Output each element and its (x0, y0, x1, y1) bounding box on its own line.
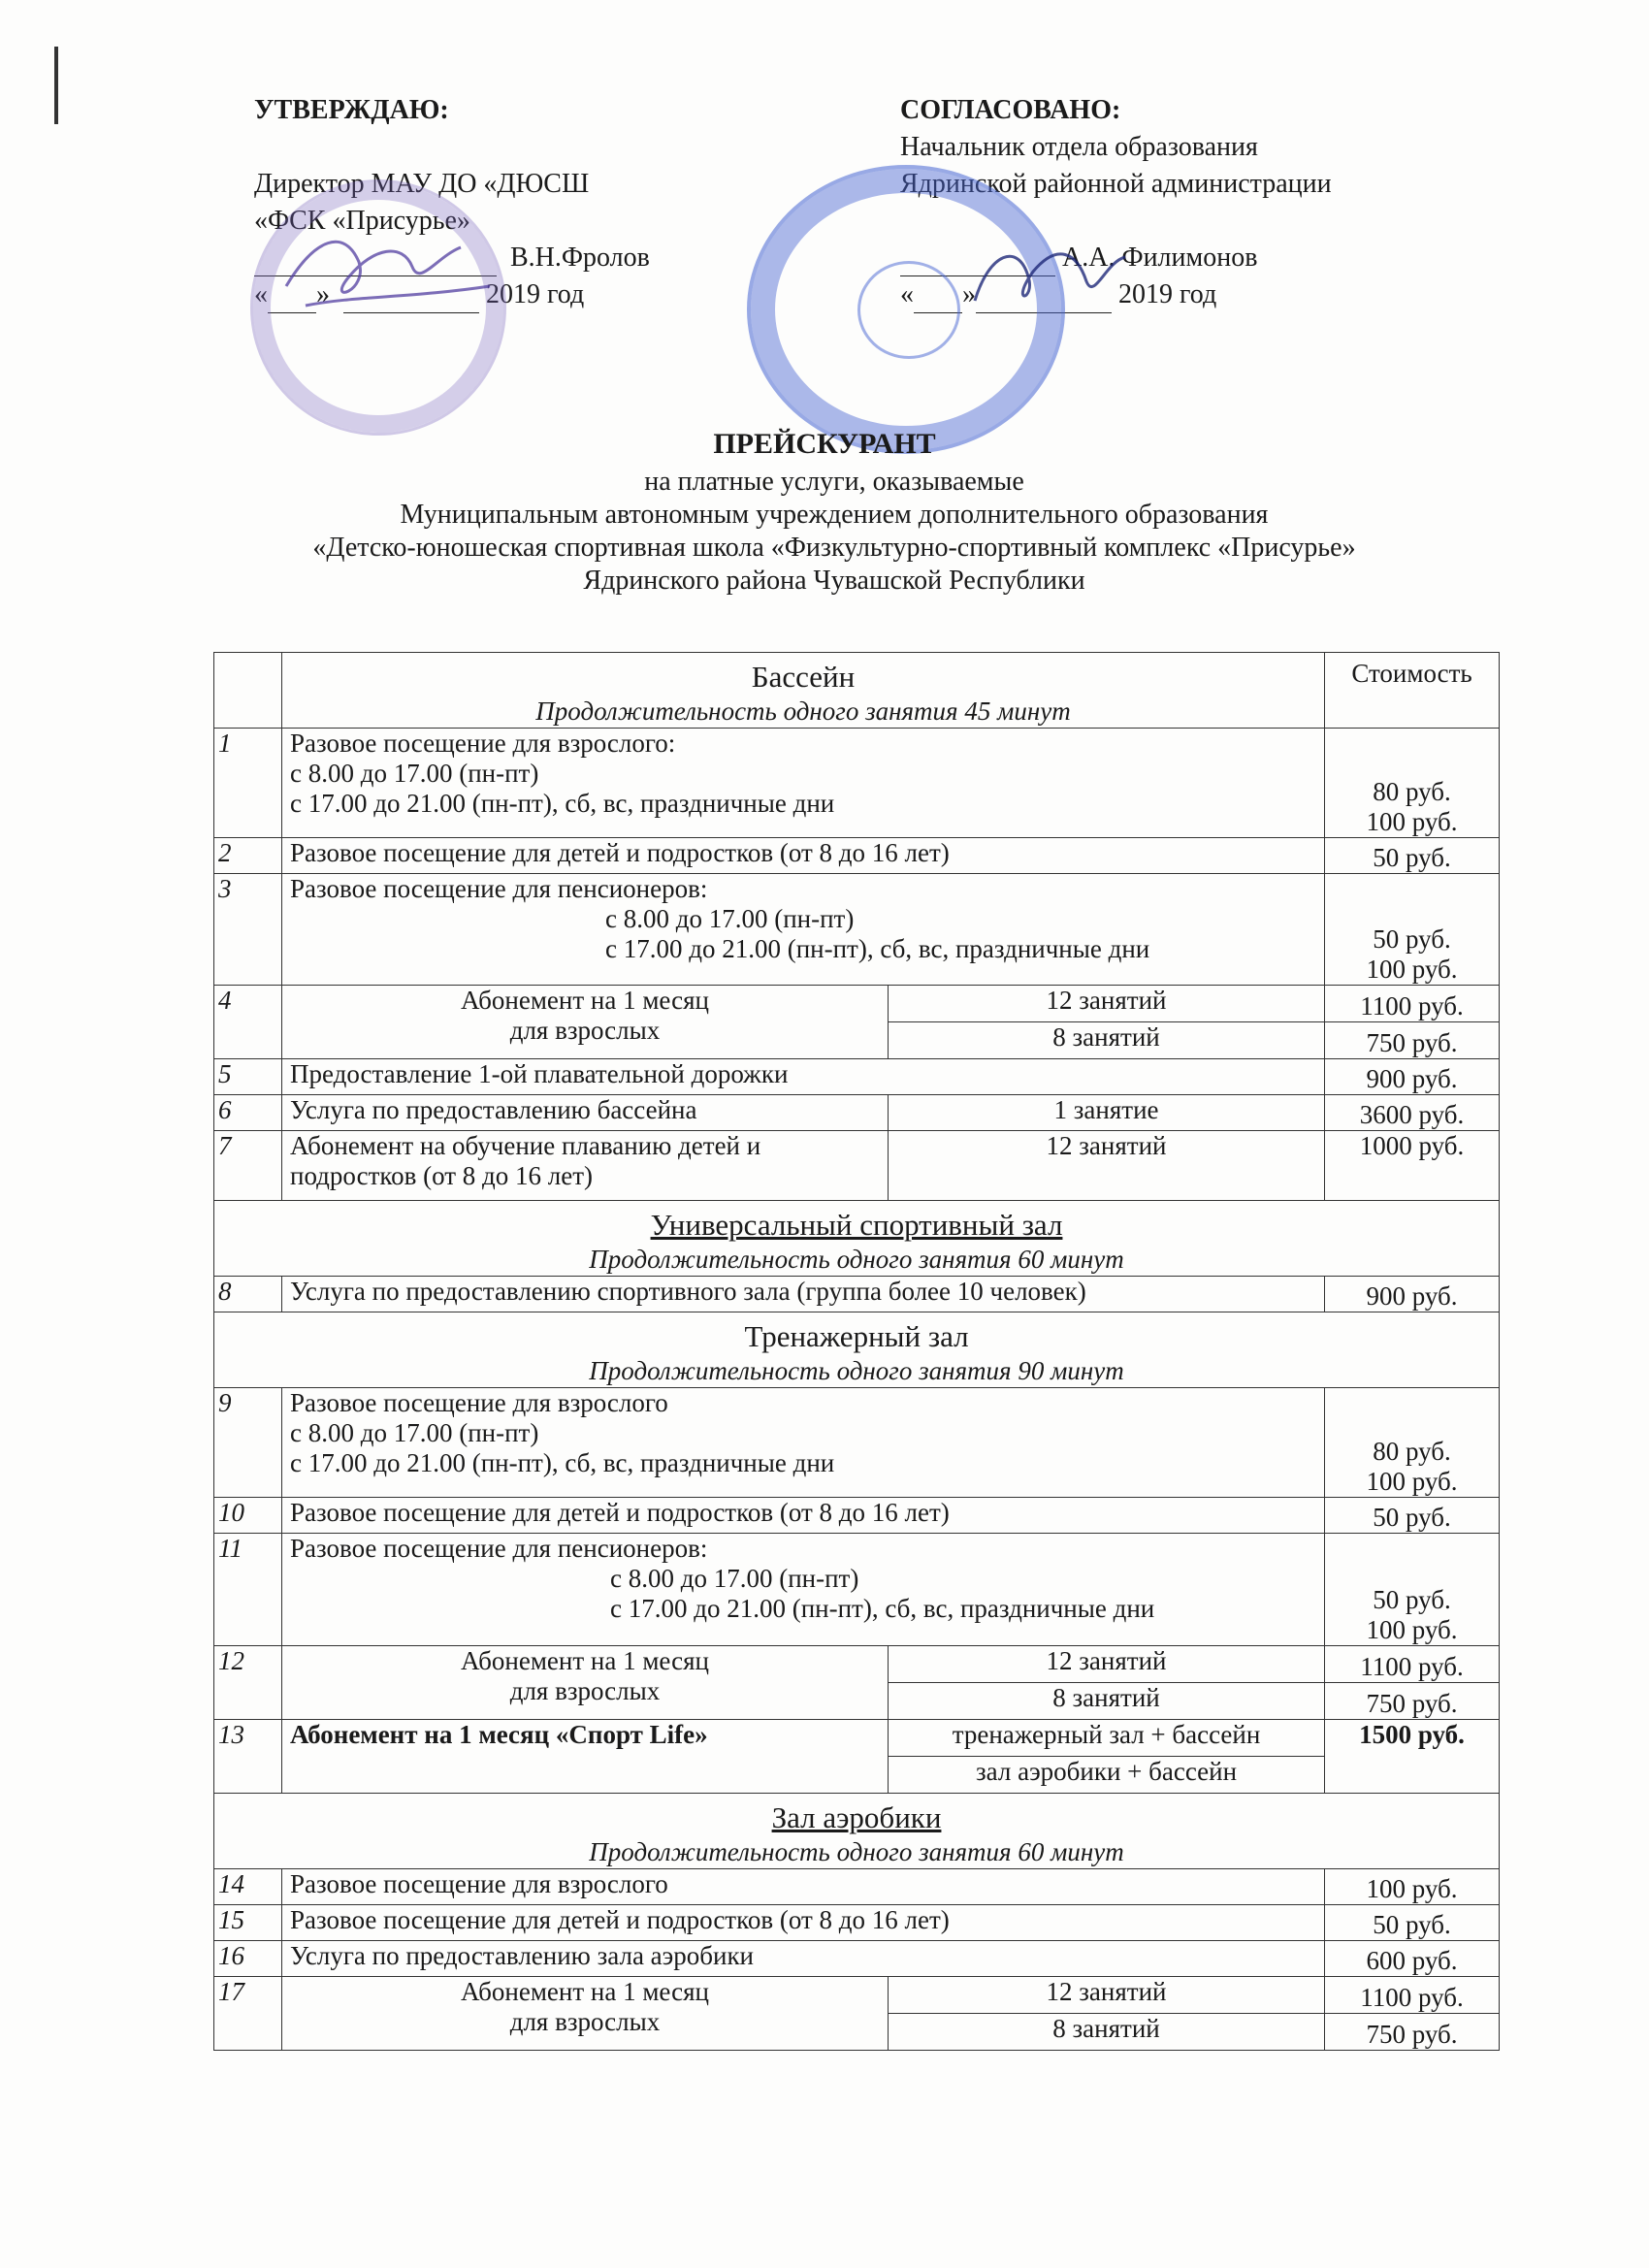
document-subtitle (155, 466, 1513, 598)
row-description: Абонемент на 1 месяц для взрослых (282, 1646, 889, 1720)
row-description: Разовое посещение для взрослого с 8.00 до 17.00 (пн-пт) с 17.00 до 21.00 (пн-пт), сб, вс, праздничные дни (282, 1388, 1325, 1498)
section-header-gym (214, 1312, 1500, 1388)
row-number: 1 (214, 729, 282, 838)
row-description: Услуга по предоставлению зала аэробики (282, 1941, 1325, 1977)
approve-date-open: « (254, 279, 268, 309)
row-price: 750 руб. (1325, 1683, 1500, 1720)
agree-year: 2019 год (1118, 279, 1217, 309)
row-description: Абонемент на 1 месяц для взрослых (282, 986, 889, 1059)
table-row (214, 1646, 1500, 1683)
row-price: 900 руб. (1325, 1277, 1500, 1312)
section-title: Бассейн (751, 660, 856, 694)
agree-signature-icon (960, 223, 1135, 330)
row-number: 8 (214, 1277, 282, 1312)
row-number: 15 (214, 1905, 282, 1941)
row-price: 900 руб. (1325, 1059, 1500, 1095)
row-price: 50 руб. 100 руб. (1325, 874, 1500, 986)
section-subtitle: Продолжительность одного занятия 60 минут (589, 1837, 1124, 1866)
row-number: 6 (214, 1095, 282, 1131)
table-row (214, 1095, 1500, 1131)
row-number: 2 (214, 838, 282, 874)
row-number: 4 (214, 986, 282, 1059)
row-price: 80 руб. 100 руб. (1325, 1388, 1500, 1498)
row-price: 1000 руб. (1325, 1131, 1500, 1201)
approve-signer: В.Н.Фролов (510, 243, 650, 273)
row-description: Разовое посещение для взрослого (282, 1869, 1325, 1905)
row-number: 13 (214, 1720, 282, 1794)
row-number: 9 (214, 1388, 282, 1498)
row-number: 14 (214, 1869, 282, 1905)
agree-position-line2: Ядринской районной администрации (900, 169, 1332, 199)
row-price: 100 руб. (1325, 1869, 1500, 1905)
row-description: Услуга по предоставлению спортивного зала (группа более 10 человек) (282, 1277, 1325, 1312)
approve-year: 2019 год (486, 279, 585, 309)
document-title: ПРЕЙСКУРАНТ (713, 428, 936, 460)
approve-date-close: » (316, 279, 330, 309)
row-price: 1500 руб. (1325, 1720, 1500, 1794)
subtitle-line-3: «Детско-юношеская спортивная школа «Физкультурно-спортивный комплекс «Присурье» (312, 533, 1356, 563)
table-row (214, 1941, 1500, 1977)
row-description: Разовое посещение для пенсионеров: с 8.00 до 17.00 (пн-пт) с 17.00 до 21.00 (пн-пт), сб, вс, праздничные дни (282, 1534, 1325, 1646)
price-table (213, 652, 1500, 2051)
section-title: Тренажерный зал (744, 1319, 969, 1353)
section-header-aerobics (214, 1794, 1500, 1869)
agree-date-close: » (962, 279, 976, 309)
row-price: 1100 руб. (1325, 1977, 1500, 2014)
row-number: 10 (214, 1498, 282, 1534)
row-price: 50 руб. (1325, 1498, 1500, 1534)
row-description: Разовое посещение для взрослого: с 8.00 до 17.00 (пн-пт) с 17.00 до 21.00 (пн-пт), сб, вс, праздничные дни (282, 729, 1325, 838)
row-option: 8 занятий (889, 1022, 1325, 1059)
section-header-hall (214, 1201, 1500, 1277)
approve-title: УТВЕРЖДАЮ: (254, 95, 449, 125)
agree-title: СОГЛАСОВАНО: (900, 95, 1121, 125)
row-price: 750 руб. (1325, 2014, 1500, 2051)
stamp-emblem-icon (857, 261, 960, 359)
agree-position-line1: Начальник отдела образования (900, 132, 1258, 162)
row-option: 8 занятий (889, 1683, 1325, 1720)
row-option: 12 занятий (889, 986, 1325, 1022)
row-option: 8 занятий (889, 2014, 1325, 2051)
table-row (214, 1977, 1500, 2014)
subtitle-line-2: Муниципальным автономным учреждением дополнительного образования (400, 500, 1269, 530)
row-price: 50 руб. (1325, 838, 1500, 874)
row-number: 7 (214, 1131, 282, 1201)
table-row (214, 1277, 1500, 1312)
row-description: Абонемент на 1 месяц для взрослых (282, 1977, 889, 2051)
row-description: Разовое посещение для детей и подростков (от 8 до 16 лет) (282, 1905, 1325, 1941)
scan-edge-mark (54, 47, 58, 124)
section-title: Зал аэробики (771, 1800, 942, 1834)
agree-signer: А.А. Филимонов (1062, 243, 1258, 273)
table-row (214, 874, 1500, 986)
row-price: 80 руб. 100 руб. (1325, 729, 1500, 838)
section-subtitle: Продолжительность одного занятия 60 минут (589, 1245, 1124, 1274)
row-option: зал аэробики + бассейн (889, 1757, 1325, 1794)
row-price: 600 руб. (1325, 1941, 1500, 1977)
row-number: 16 (214, 1941, 282, 1977)
subtitle-line-1: на платные услуги, оказываемые (644, 467, 1024, 497)
row-price: 3600 руб. (1325, 1095, 1500, 1131)
section-header-pool (214, 653, 1500, 729)
row-price: 50 руб. 100 руб. (1325, 1534, 1500, 1646)
row-description: Разовое посещение для детей и подростков (от 8 до 16 лет) (282, 838, 1325, 874)
approve-position-line1: Директор МАУ ДО «ДЮСШ (254, 169, 590, 199)
table-row (214, 729, 1500, 838)
row-number: 3 (214, 874, 282, 986)
row-number: 12 (214, 1646, 282, 1720)
row-number: 5 (214, 1059, 282, 1095)
approve-position-line2: «ФСК «Присурье» (254, 206, 470, 236)
row-option: 12 занятий (889, 1131, 1325, 1201)
row-price: 50 руб. (1325, 1905, 1500, 1941)
cost-header: Стоимость (1325, 653, 1500, 729)
agree-date-open: « (900, 279, 914, 309)
row-option: 12 занятий (889, 1646, 1325, 1683)
table-row (214, 1059, 1500, 1095)
table-row (214, 986, 1500, 1022)
section-title: Универсальный спортивный зал (650, 1208, 1063, 1242)
row-description: Абонемент на 1 месяц «Спорт Life» (282, 1720, 889, 1794)
row-price: 750 руб. (1325, 1022, 1500, 1059)
section-subtitle: Продолжительность одного занятия 45 минут (535, 697, 1071, 726)
table-row (214, 838, 1500, 874)
table-row (214, 1720, 1500, 1757)
table-row (214, 1388, 1500, 1498)
approve-signature-icon (267, 218, 509, 325)
row-option: тренажерный зал + бассейн (889, 1720, 1325, 1757)
table-row (214, 1131, 1500, 1201)
row-description: Предоставление 1-ой плавательной дорожки (282, 1059, 1325, 1095)
table-row (214, 1498, 1500, 1534)
row-number: 17 (214, 1977, 282, 2051)
row-option: 12 занятий (889, 1977, 1325, 2014)
section-subtitle: Продолжительность одного занятия 90 минут (589, 1356, 1124, 1385)
row-description: Услуга по предоставлению бассейна (282, 1095, 889, 1131)
row-description: Абонемент на обучение плаванию детей и подростков (от 8 до 16 лет) (282, 1131, 889, 1201)
table-row (214, 1534, 1500, 1646)
table-row (214, 1905, 1500, 1941)
table-row (214, 1869, 1500, 1905)
row-description: Разовое посещение для детей и подростков (от 8 до 16 лет) (282, 1498, 1325, 1534)
row-description: Разовое посещение для пенсионеров: с 8.00 до 17.00 (пн-пт) с 17.00 до 21.00 (пн-пт), сб, вс, праздничные дни (282, 874, 1325, 986)
subtitle-line-4: Ядринского района Чувашской Республики (583, 566, 1085, 596)
row-price: 1100 руб. (1325, 986, 1500, 1022)
row-price: 1100 руб. (1325, 1646, 1500, 1683)
row-number: 11 (214, 1534, 282, 1646)
row-option: 1 занятие (889, 1095, 1325, 1131)
